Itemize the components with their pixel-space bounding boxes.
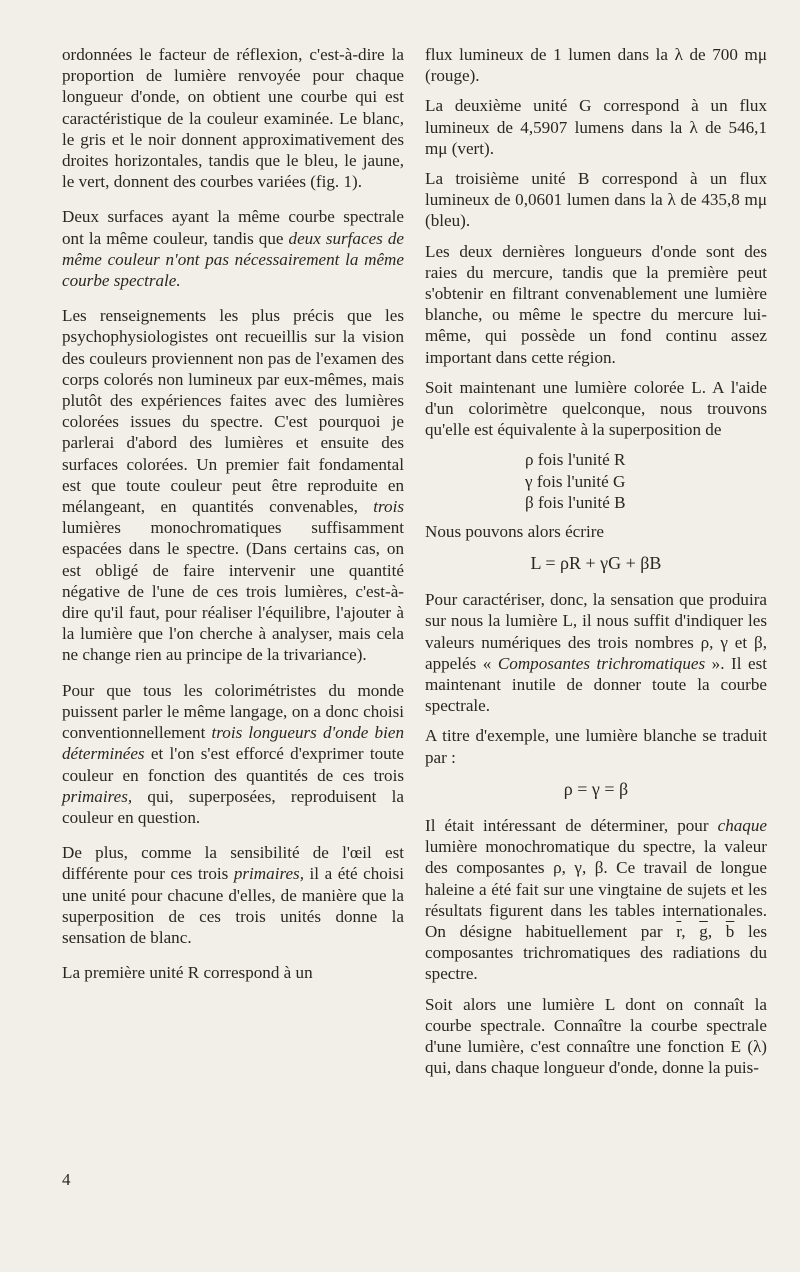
paragraph: Nous pouvons alors écrire [425, 522, 604, 542]
formula-line: β fois l'unité B [525, 492, 626, 512]
formula-list [425, 449, 767, 513]
emphasis: primaires, [233, 864, 304, 884]
paragraph: Pour caractériser, donc, la sensation que produira sur nous la lumière L, il nous suffit d'indiquer les valeurs numériques des trois nombres ρ, γ et β, appelés « Composantes trichromatiques ». Il est maintenant inutile de donner toute la courbe spectrale. [425, 590, 767, 716]
right-column [425, 44, 767, 1087]
paragraph: De plus, comme la sensibilité de l'œil est différente pour ces trois primaires, il a été choisi une unité pour chacune d'elles, de manière que la superposition de ces trois unités donne la sensation de blanc. [62, 843, 405, 947]
paragraph: La deuxième unité G correspond à un flux lumineux de 4,5907 lumens dans la λ de 546,1 mμ (vert). [425, 96, 767, 158]
paragraph: La première unité R correspond à un [62, 963, 313, 983]
paragraph: Deux surfaces ayant la même courbe spectrale ont la même couleur, tandis que deux surfaces de même couleur n'ont pas nécessairement la même courbe spectrale. [62, 207, 404, 291]
emphasis: primaires, [62, 786, 133, 806]
emphasis: trois longueurs d'onde bien déterminées [62, 723, 404, 764]
paragraph: Soit alors une lumière L dont on connaît la courbe spectrale. Connaître la courbe spectrale d'une lumière, c'est connaître une fonction E (λ) qui, dans chaque longueur d'onde, donne la puis- [425, 994, 767, 1078]
page-number: 4 [62, 1170, 71, 1189]
overline-symbol: $\overline{r}$ [676, 921, 682, 941]
overline-symbol: $\overline{g}$ [699, 921, 708, 941]
paragraph: Soit maintenant une lumière colorée L. A l'aide d'un colorimètre quelconque, nous trouvons qu'elle est équivalente à la superposition de [425, 377, 767, 440]
paragraph: Les deux dernières longueurs d'onde sont des raies du mercure, tandis que la première peut s'obtenir en filtrant convenablement une lumière blanche, ou même le spectre du mercure lui-même, qui possède un fond continu assez important dans cette région. [425, 241, 767, 367]
emphasis: Composantes trichromatiques [497, 653, 706, 673]
formula-line: ρ fois l'unité R [525, 450, 626, 470]
paragraph: Il était intéressant de déterminer, pour chaque lumière monochromatique du spectre, la valeur des composantes ρ, γ, β. Ce travail de longue haleine a été fait sur une vingtaine de sujets et les résultats figurent dans les tables internationales. On désigne habituellement par $\overline{r}$, $\overline{g}$, $\overline{b}$ les composantes trichromatiques des radiations du spectre. [425, 815, 768, 984]
emphasis: deux surfaces de même couleur n'ont pas nécessairement la même courbe spectrale. [62, 228, 404, 291]
paragraph: La troisième unité B correspond à un flux lumineux de 0,0601 lumen dans la λ de 435,8 mμ (bleu). [425, 169, 767, 231]
overline-symbol: $\overline{b}$ [725, 921, 735, 941]
paragraph: Pour que tous les colorimétristes du monde puissent parler le même langage, on a donc choisi conventionnellement trois longueurs d'onde bien déterminées et l'on s'est efforcé d'exprimer toute couleur en fonction des quantités de ces trois primaires, qui, superposées, reproduisent la couleur en question. [62, 680, 404, 827]
equation: ρ = γ = β [563, 778, 629, 799]
left-column [62, 44, 404, 997]
paragraph: ordonnées le facteur de réflexion, c'est-à-dire la proportion de lumière renvoyée pour chaque longueur d'onde, on obtient une courbe qui est caractéristique de la couleur examinée. Le blanc, le gris et le noir donnent approximativement des droites horizontales, tandis que le bleu, le jaune, le vert, donnent des courbes variées (fig. 1). [62, 45, 404, 192]
paragraph: flux lumineux de 1 lumen dans la λ de 700 mμ (rouge). [425, 45, 767, 86]
emphasis: trois [373, 497, 404, 517]
paragraph: Les renseignements les plus précis que les psychophysiologistes ont recueillis sur la vision des couleurs proviennent non pas de l'examen des corps colorés non lumineux par eux-mêmes, mais plutôt des expériences faites avec des lumières colorées issues du spectre. C'est pourquoi je parlerai d'abord des lumières et ensuite des surfaces colorées. Un premier fait fondamental est que toute couleur peut être reproduite en mélangeant, en quantités convenables, trois lumières monochromatiques suffisamment espacées dans le spectre. (Dans certains cas, on est obligé de faire intervenir une quantité négative de l'une de ces trois lumières, c'est-à-dire qu'il faut, pour réaliser l'équilibre, l'ajouter à la lumière que l'on cherche à analyser, mais cela ne change rien au principe de la trivariance). [62, 306, 404, 665]
paragraph: A titre d'exemple, une lumière blanche se traduit par : [425, 726, 767, 767]
formula-line: γ fois l'unité G [525, 471, 626, 491]
equation: L = ρR + γG + βB [530, 553, 662, 574]
emphasis: chaque [717, 815, 767, 835]
